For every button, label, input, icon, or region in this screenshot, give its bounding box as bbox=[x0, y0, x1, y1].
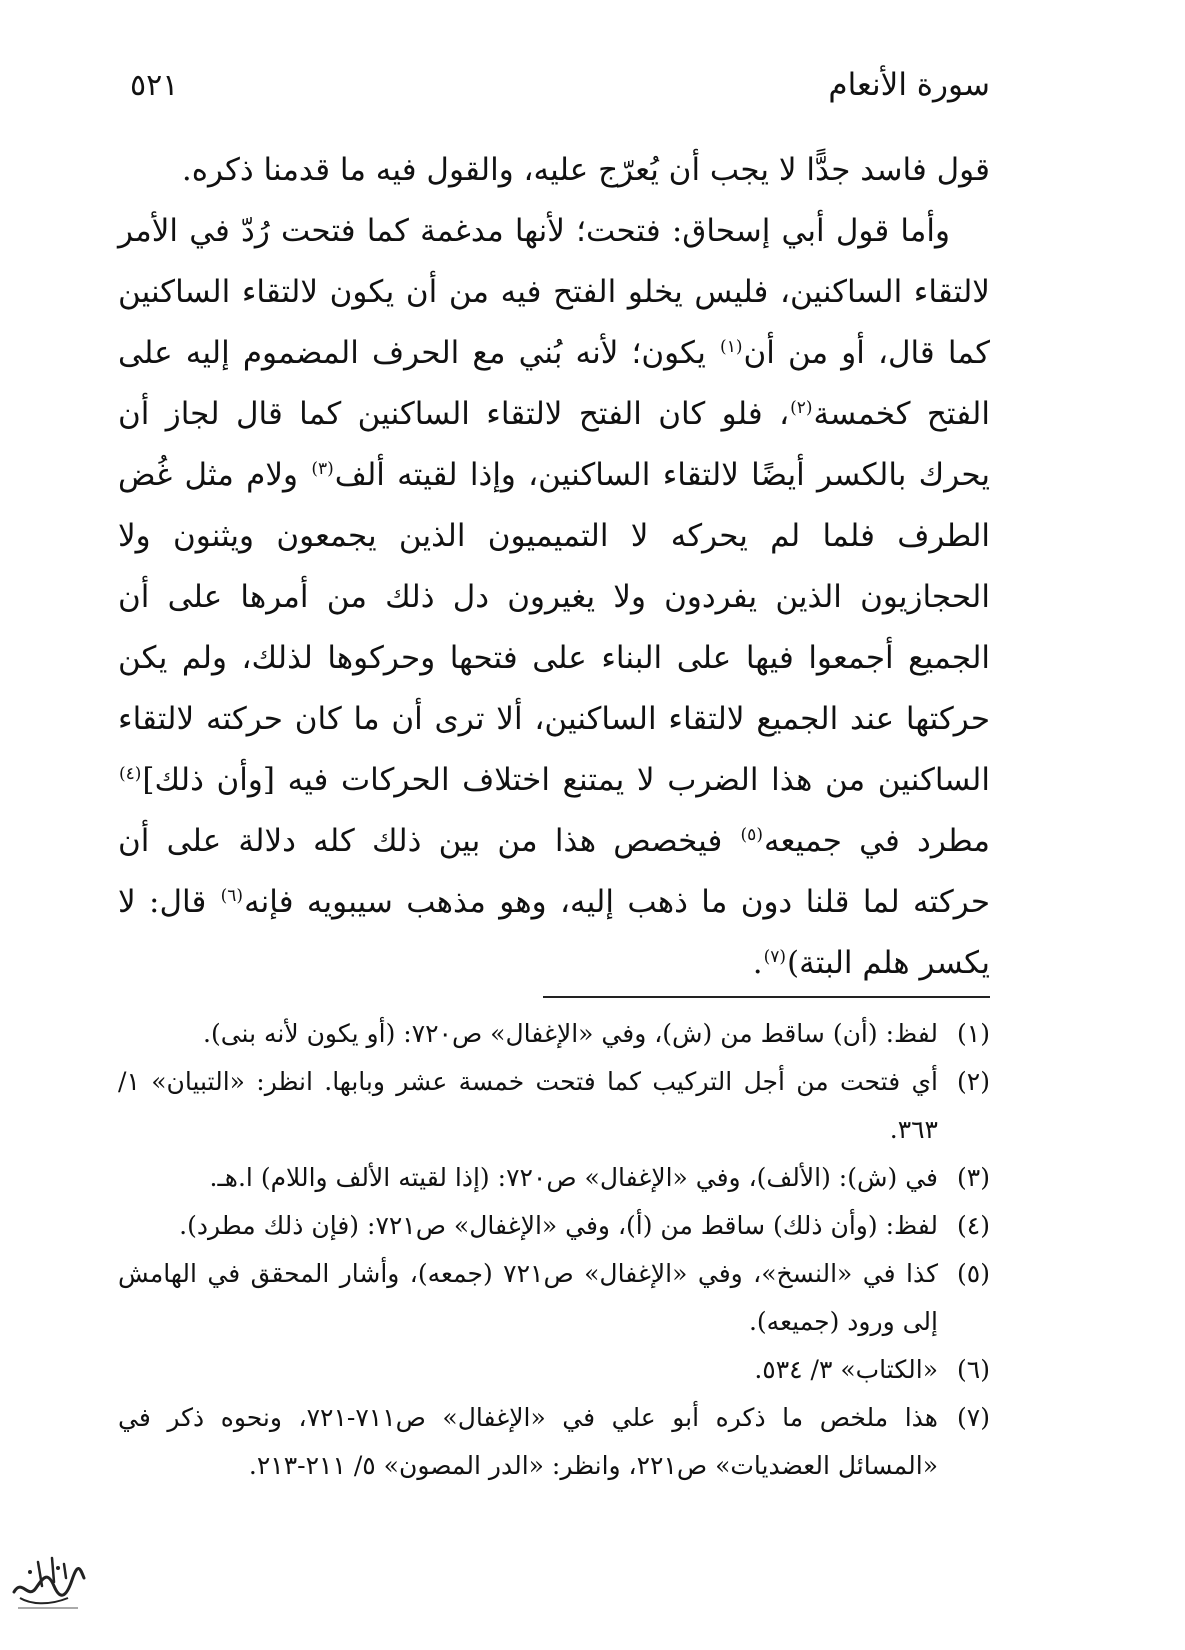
paragraph-2-text-a: وأما قول أبي إسحاق: فتحت؛ لأنها مدغمة كما فتحت رُدّ في الأمر لالتقاء الساكنين، فليس يخلو الفتح فيه من أن يكون لالتقاء الساكنين كما قال، أو من أن bbox=[118, 213, 990, 371]
paragraph-2-text-e: مطرد في جميعه bbox=[763, 823, 990, 859]
paragraph-2-text-g: قال: لا يكسر هلم البتة) bbox=[118, 884, 990, 981]
footnote-text: أي فتحت من أجل التركيب كما فتحت خمسة عشر وبابها. انظر: «التبيان» ١/ ٣٦٣. bbox=[118, 1067, 938, 1144]
paragraph-1 bbox=[118, 140, 990, 201]
footnote-number: (٢) bbox=[957, 1067, 990, 1096]
footnote-ref-6[interactable]: (٦) bbox=[220, 885, 244, 906]
paragraph-2-text-c: ، فلو كان الفتح لالتقاء الساكنين كما قال لجاز أن يحرك بالكسر أيضًا لالتقاء الساكنين، وإذا لقيته ألف bbox=[118, 396, 990, 493]
footnote-item bbox=[118, 1202, 990, 1250]
footnote-item bbox=[118, 1010, 990, 1058]
page-number: ٥٢١ bbox=[130, 67, 179, 103]
surah-title: سورة الأنعام bbox=[828, 67, 990, 103]
footnote-number: (٣) bbox=[957, 1163, 990, 1192]
main-body-text bbox=[118, 140, 990, 994]
footnote-ref-7[interactable]: (٧) bbox=[763, 946, 787, 967]
footnote-ref-3[interactable]: (٣) bbox=[311, 458, 334, 479]
paragraph-1-text: قول فاسد جدًّا لا يجب أن يُعرّج عليه، والقول فيه ما قدمنا ذكره. bbox=[181, 152, 990, 188]
footnote-text: في (ش): (الألف)، وفي «الإغفال» ص٧٢٠: (إذا لقيته الألف واللام) ا.هـ. bbox=[209, 1163, 938, 1192]
footnote-text: هذا ملخص ما ذكره أبو علي في «الإغفال» ص٧١١-٧٢١، ونحوه ذكر في «المسائل العضديات» ص٢٢١، وانظر: «الدر المصون» ٥/ ٢١١-٢١٣. bbox=[118, 1403, 938, 1480]
footnote-number: (٧) bbox=[957, 1403, 990, 1432]
paragraph-2 bbox=[118, 201, 990, 994]
footnote-ref-2[interactable]: (٢) bbox=[790, 397, 813, 418]
footnote-separator bbox=[543, 996, 990, 998]
footnote-item bbox=[118, 1250, 990, 1346]
paragraph-2-text-b: يكون؛ لأنه بُني مع الحرف المضموم إليه على الفتح كخمسة bbox=[118, 335, 990, 432]
footnote-item bbox=[118, 1058, 990, 1154]
logo-stamp bbox=[8, 1548, 88, 1614]
footnote-text: كذا في «النسخ»، وفي «الإغفال» ص٧٢١ (جمعه)، وأشار المحقق في الهامش إلى ورود (جميعه). bbox=[118, 1259, 938, 1336]
footnote-number: (٥) bbox=[957, 1259, 990, 1288]
paragraph-2-text-f: فيخصص هذا من بين ذلك كله دلالة على أن حركته لما قلنا دون ما ذهب إليه، وهو مذهب سيبويه فإنه bbox=[118, 823, 990, 920]
footnote-item bbox=[118, 1154, 990, 1202]
page-header bbox=[130, 60, 990, 110]
footnote-text: «الكتاب» ٣/ ٥٣٤. bbox=[754, 1355, 938, 1384]
footnote-number: (١) bbox=[957, 1019, 990, 1048]
footnote-number: (٤) bbox=[957, 1211, 990, 1240]
footnote-text: لفظ: (أن) ساقط من (ش)، وفي «الإغفال» ص٧٢٠: (أو يكون لأنه بنى). bbox=[203, 1019, 938, 1048]
footnote-item bbox=[118, 1346, 990, 1394]
footnote-ref-5[interactable]: (٥) bbox=[740, 824, 763, 845]
footnote-ref-4[interactable]: (٤) bbox=[119, 763, 142, 784]
paragraph-2-text-d: ولام مثل غُض الطرف فلما لم يحركه لا التميميون الذين يجمعون ويثنون ولا الحجازيون الذين يفردون ولا يغيرون دل ذلك من أمرها على أن الجميع أجمعوا فيها على البناء على فتحها وحركوها لذلك، ولم يكن حركتها عند الجميع لالتقاء الساكنين، ألا ترى أن ما كان حركته لالتقاء الساكنين من هذا الضرب لا يمتنع اختلاف الحركات فيه [وأن ذلك] bbox=[118, 457, 990, 798]
footnote-text: لفظ: (وأن ذلك) ساقط من (أ)، وفي «الإغفال» ص٧٢١: (فإن ذلك مطرد). bbox=[179, 1211, 938, 1240]
footnote-number: (٦) bbox=[957, 1355, 990, 1384]
footnote-ref-1[interactable]: (١) bbox=[720, 336, 743, 357]
paragraph-2-end: . bbox=[752, 945, 763, 981]
footnotes bbox=[118, 1010, 990, 1490]
footnote-item bbox=[118, 1394, 990, 1490]
calligraphy-logo-icon bbox=[8, 1548, 88, 1614]
